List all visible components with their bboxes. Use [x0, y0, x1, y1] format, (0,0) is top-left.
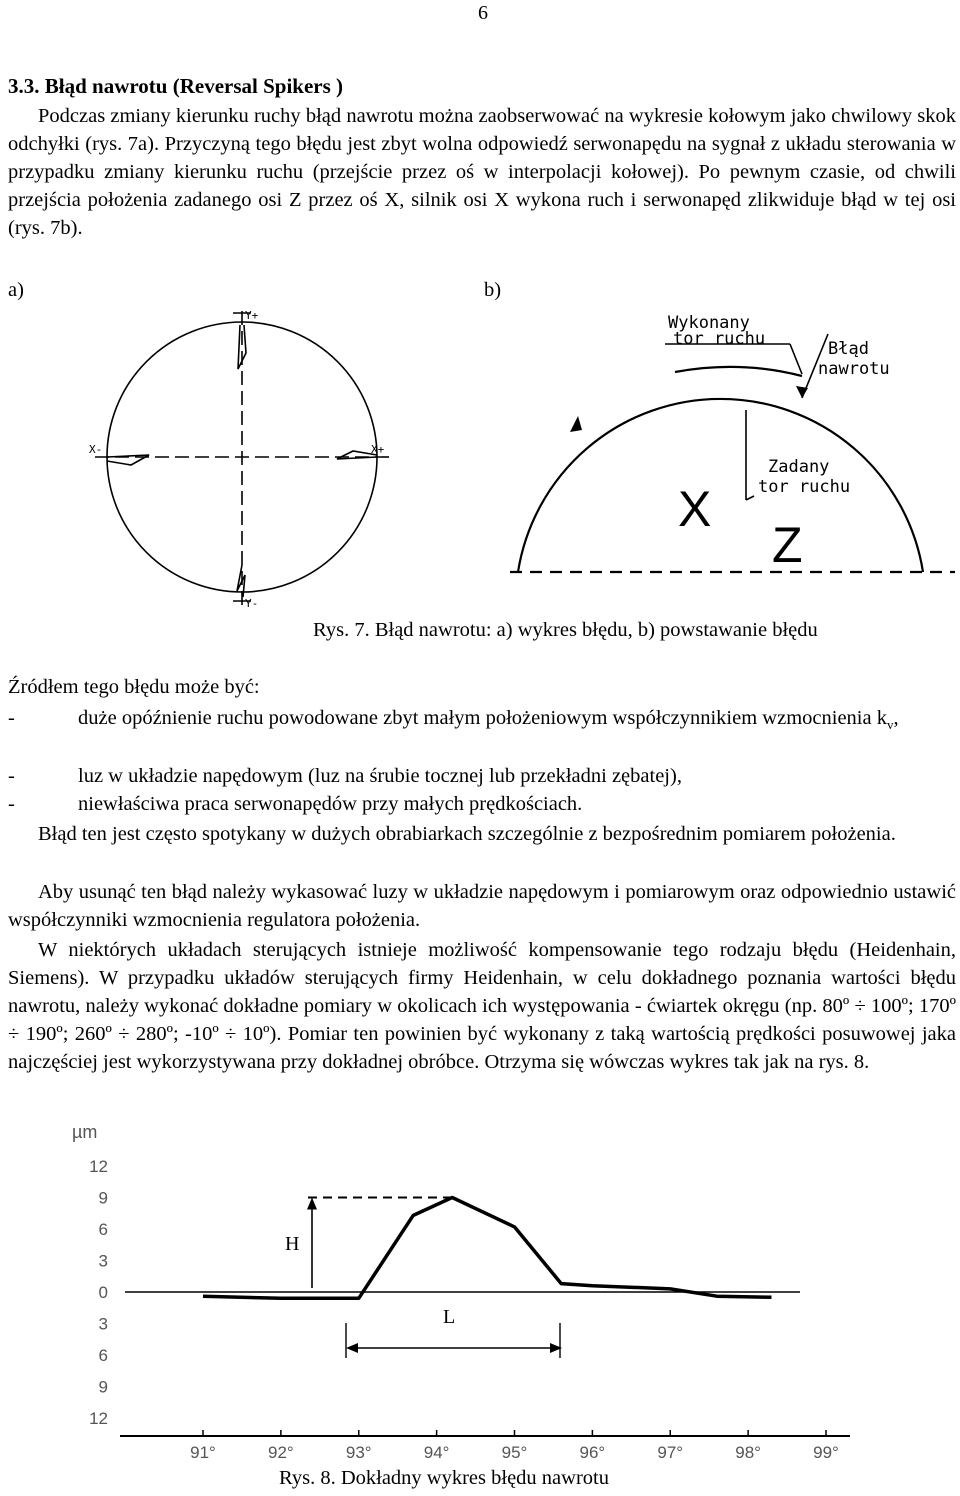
- list-dash: -: [8, 707, 15, 729]
- paragraph-2: Błąd ten jest często spotykany w dużych obrabiarkach szczególnie z bezpośrednim pomiarem położenia.: [38, 823, 896, 845]
- intro-paragraph: Podczas zmiany kierunku ruchy błąd nawrotu można zaobserwować na wykresie kołowym jako chwilowy skok odchyłki (rys. 7a). Przyczyną tego błędu jest zbyt wolna odpowiedź serwonapędu na sygnał z układu sterowania w przypadku zmiany kierunku ruchu (przejście przez oś w interpolacji kołowej). Po pewnym czasie, od chwili przejścia położenia zadanego osi Z przez oś X, silnik osi X wykona ruch i serwonapęd zlikwiduje błąd w tej osi (rys. 7b).: [8, 105, 956, 239]
- figure-8-caption: Rys. 8. Dokładny wykres błędu nawrotu: [279, 1467, 609, 1489]
- y-tick-label: 9: [98, 1188, 108, 1208]
- x-tick-label: 99°: [813, 1443, 839, 1462]
- x-tick-label: 96°: [579, 1443, 606, 1462]
- list-text: niewłaściwa praca serwonapędów przy małych prędkościach.: [78, 793, 583, 815]
- h-arrow-head: [307, 1198, 317, 1210]
- list-item: [8, 704, 956, 760]
- y-tick-label: 12: [89, 1157, 108, 1176]
- x-tick-label: 94°: [423, 1443, 450, 1462]
- list-text: luz w układzie napędowym (luz na śrubie tocznej lub przekładni zębatej),: [78, 765, 682, 787]
- fig7a-circle-plot: [85, 305, 405, 615]
- list-item: [8, 790, 956, 818]
- y-tick-label: 12: [89, 1409, 108, 1428]
- label-actual-path-2: tor ruchu: [673, 329, 766, 349]
- y-axis-label: µm: [72, 1122, 98, 1142]
- label-error-1: Błąd: [828, 339, 869, 359]
- l-label: L: [443, 1306, 456, 1328]
- y-tick-label: 9: [98, 1377, 108, 1397]
- paragraph-4: W niektórych układach sterujących istnieje możliwość kompensowanie tego rodzaju błędu (Heidenhain, Siemens). W przypadku układów sterujących firmy Heidenhain, w celu dokładnego poznania wartości błędu nawrotu, należy wykonać dokładne pomiary w okolicach ich występowania - ćwiartek okręgu (np. 80º ÷ 100º; 170º ÷ 190º; 260º ÷ 280º; -10º ÷ 10º). Pomiar ten powinien być wykonany z taką wartością prędkości posuwowej jaka najczęściej jest wykorzystywana przy dokładnej obróbce. Otrzyma się wówczas wykres tak jak na rys. 8.: [8, 939, 956, 1073]
- label-error-2: nawrotu: [818, 359, 890, 379]
- paragraph-3: Aby usunąć ten błąd należy wykasować luzy w układzie napędowym i pomiarowym oraz odpowiednio ustawić współczynniki wzmocnienia regulatora położenia.: [8, 881, 956, 931]
- fig7b-diagram: [510, 300, 955, 582]
- x-tick-label: 92°: [268, 1443, 294, 1462]
- x-tick-label: 95°: [501, 1443, 528, 1462]
- y-tick-label: 0: [98, 1283, 108, 1302]
- label-set-path-2: tor ruchu: [758, 477, 851, 497]
- list-text: duże opóźnienie ruchu powodowane zbyt małym położeniowym współczynnikiem wzmocnienia $k_v$,: [78, 707, 899, 733]
- h-label: H: [285, 1233, 300, 1255]
- x-tick-label: 93°: [345, 1443, 372, 1462]
- label-set-path-1: Zadany: [768, 457, 830, 477]
- subscript: v: [886, 717, 894, 733]
- page-number: 6: [478, 2, 488, 24]
- axis-x-plus: X+: [371, 443, 385, 456]
- y-tick-label: 6: [98, 1346, 108, 1365]
- y-tick-label: 3: [98, 1314, 108, 1334]
- figure-7-caption: Rys. 7. Błąd nawrotu: a) wykres błędu, b) powstawanie błędu: [313, 619, 818, 641]
- label-actual-path-1: Wykonany: [668, 313, 750, 333]
- fig7-label-b: b): [484, 279, 502, 301]
- list-dash: -: [8, 793, 15, 815]
- direction-arrow: [570, 416, 582, 432]
- fig7-label-a: a): [8, 279, 24, 301]
- axis-y-minus: Y-: [245, 597, 259, 610]
- list-item: [8, 762, 956, 790]
- sources-intro: Źródłem tego błędu może być:: [8, 676, 260, 698]
- l-arrow-head-left: [346, 1343, 358, 1353]
- y-tick-label: 3: [98, 1251, 108, 1271]
- x-tick-label: 91°: [190, 1443, 216, 1462]
- list-dash: -: [8, 765, 15, 787]
- y-tick-label: 6: [98, 1220, 108, 1239]
- x-tick-label: 98°: [735, 1443, 761, 1462]
- axis-y-plus: Y+: [245, 309, 259, 322]
- label-axis-x: X: [678, 481, 712, 537]
- axis-x-minus: X-: [89, 443, 103, 456]
- label-axis-z: Z: [772, 517, 803, 573]
- fig8-chart: [0, 1118, 960, 1468]
- section-heading: 3.3. Błąd nawrotu (Reversal Spikers ): [8, 74, 344, 98]
- x-tick-label: 97°: [657, 1443, 684, 1462]
